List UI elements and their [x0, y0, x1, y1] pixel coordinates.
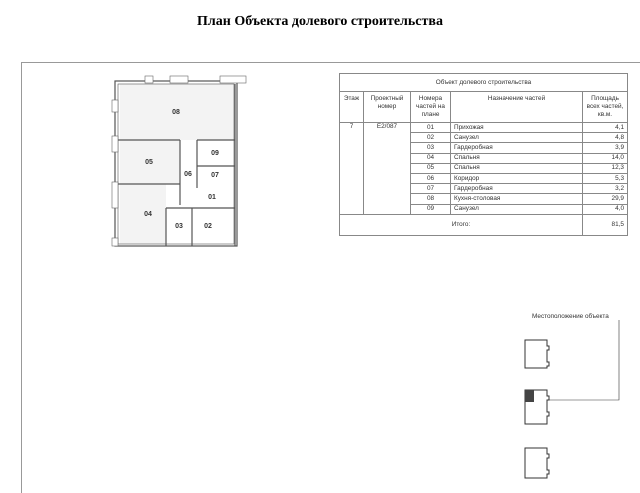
header-purpose: Назначение частей	[451, 92, 583, 123]
purpose-cell: Спальня	[451, 153, 583, 163]
part-number-cell: 09	[411, 204, 451, 214]
room-label: 08	[172, 109, 180, 116]
purpose-cell: Санузел	[451, 133, 583, 143]
header-floor: Этаж	[340, 92, 364, 123]
part-number-cell: 08	[411, 194, 451, 204]
area-cell: 4,8	[583, 133, 628, 143]
location-map	[505, 320, 635, 480]
total-label: Итого:	[340, 214, 583, 235]
project-number-cell: Е2/087	[364, 123, 411, 215]
area-cell: 14,0	[583, 153, 628, 163]
part-number-cell: 04	[411, 153, 451, 163]
room-label: 07	[211, 172, 219, 179]
area-cell: 4,1	[583, 123, 628, 133]
purpose-cell: Гардеробная	[451, 184, 583, 194]
area-cell: 12,3	[583, 163, 628, 173]
header-project-number: Проектный номер	[364, 92, 411, 123]
object-marker	[525, 390, 534, 402]
part-number-cell: 05	[411, 163, 451, 173]
page-title: План Объекта долевого строительства	[197, 14, 443, 29]
building-outline	[525, 340, 549, 368]
part-number-cell: 02	[411, 133, 451, 143]
total-value: 81,5	[583, 214, 628, 235]
room-label: 02	[204, 223, 212, 230]
area-cell: 3,9	[583, 143, 628, 153]
room-label: 06	[184, 171, 192, 178]
header-part-number: Номера частей на плане	[411, 92, 451, 123]
area-cell: 5,3	[583, 173, 628, 183]
room-label: 05	[145, 159, 153, 166]
room-label: 09	[211, 150, 219, 157]
purpose-cell: Гардеробная	[451, 143, 583, 153]
purpose-cell: Спальня	[451, 163, 583, 173]
area-cell: 3,2	[583, 184, 628, 194]
purpose-cell: Санузел	[451, 204, 583, 214]
room-label: 03	[175, 223, 183, 230]
area-cell: 29,9	[583, 194, 628, 204]
room-label: 01	[208, 194, 216, 201]
purpose-cell: Прихожая	[451, 123, 583, 133]
floor-cell: 7	[340, 123, 364, 215]
purpose-cell: Кухня-столовая	[451, 194, 583, 204]
floor-plan	[100, 70, 260, 260]
table-row	[340, 123, 628, 133]
purpose-cell: Коридор	[451, 173, 583, 183]
parts-table	[339, 73, 628, 236]
part-number-cell: 06	[411, 173, 451, 183]
area-cell: 4,0	[583, 204, 628, 214]
part-number-cell: 07	[411, 184, 451, 194]
building-outline	[525, 448, 549, 478]
part-number-cell: 03	[411, 143, 451, 153]
part-number-cell: 01	[411, 123, 451, 133]
location-label: Местоположение объекта	[532, 313, 609, 320]
room-label: 04	[144, 211, 152, 218]
table-caption: Объект долевого строительства	[340, 74, 628, 92]
header-area: Площадь всех частей, кв.м.	[583, 92, 628, 123]
